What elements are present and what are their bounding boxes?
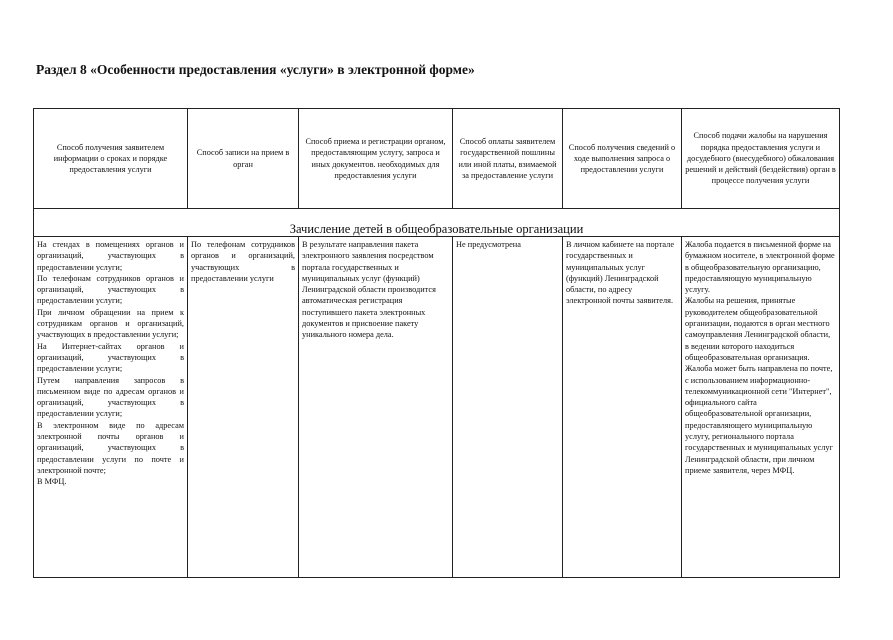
table-row <box>34 237 840 578</box>
registration-text: В результате направления пакета электронного заявления посредством портала государственных и муниципальных услуг (функций) Ленинградской области производится автоматическая регистрация поступившего пакета электронных документов и присвоение пакету уникального номера дела. <box>302 240 436 340</box>
registration-cell <box>299 237 453 578</box>
info-method-item: Путем направления запросов в письменном виде по адресам органов и организаций, участвующих в предоставлении услуги; <box>37 375 184 419</box>
service-name: Зачисление детей в общеобразовательные организации <box>289 222 584 236</box>
info-method-item: По телефонам сотрудников органов и организаций, участвующих в предоставлении услуги; <box>37 273 184 306</box>
appointment-text: По телефонам сотрудников органов и организаций, участвующих в предоставлении услуги <box>191 240 295 283</box>
payment-cell <box>453 237 563 578</box>
column-header: Способ подачи жалобы на нарушения порядка предоставления услуги и досудебного (внесудебного) обжалования решений и действий (бездействия) орган в процессе получения услуги <box>682 109 840 209</box>
status-info-cell <box>563 237 682 578</box>
status-info-text: В личном кабинете на портале государственных и муниципальных услуг (функций) Ленинградской области, по адресу электронной почты заявителя. <box>566 240 675 306</box>
appointment-cell <box>188 237 299 578</box>
table-header-row <box>34 109 840 209</box>
column-header: Способ получения сведений о ходе выполнения запроса о предоставлении услуги <box>563 109 682 209</box>
column-header: Способ записи на прием в орган <box>188 109 299 209</box>
complaint-item: Жалобы на решения, принятые руководителем общеобразовательной организации, подаются в орган местного самоуправления Ленинградской области, в ведении которого находиться общеобразовательная организация. <box>685 296 831 362</box>
info-method-item: При личном обращении на прием к сотрудникам органов и организаций, участвующих в предоставлении услуги; <box>37 307 184 340</box>
info-method-item: На Интернет-сайтах органов и организаций, участвующих в предоставлении услуги; <box>37 341 184 374</box>
service-name-row <box>34 209 840 237</box>
info-method-item: На стендах в помещениях органов и организаций, участвующих в предоставлении услуги; <box>37 240 184 272</box>
column-header: Способ оплаты заявителем государственной пошлины или иной платы, взимаемой за предоставление услуги <box>453 109 563 209</box>
complaint-item: Жалоба подается в письменной форме на бумажном носителе, в электронной форме в общеобразовательную организацию, предоставляющую муниципальную услугу. <box>685 240 835 295</box>
column-header: Способ получения заявителем информации о сроках и порядке предоставления услуги <box>34 109 188 209</box>
service-table <box>33 108 840 578</box>
complaint-item: Жалоба может быть направлена по почте, с использованием информационно-телекоммуникационной сети "Интернет", официального сайта общеобразовательной организации, предоставляющего муниципальную услугу, регионального портала государственных и муниципальных услуг Ленинградской области, при личном приеме заявителя, через МФЦ. <box>685 364 833 475</box>
column-header: Способ приема и регистрации органом, предоставляющим услугу, запроса и иных документов. необходимых для предоставления услуги <box>299 109 453 209</box>
section-title: Раздел 8 «Особенности предоставления «услуги» в электронной форме» <box>36 62 475 77</box>
info-method-item: В электронном виде по адресам электронной почты органов и организаций, участвующих в предоставлении услуги по почте и электронной почте; <box>37 420 184 475</box>
complaints-cell <box>682 237 840 578</box>
info-method-item: В МФЦ. <box>37 477 67 487</box>
payment-text: Не предусмотрена <box>456 240 521 249</box>
info-methods-cell <box>34 237 188 578</box>
